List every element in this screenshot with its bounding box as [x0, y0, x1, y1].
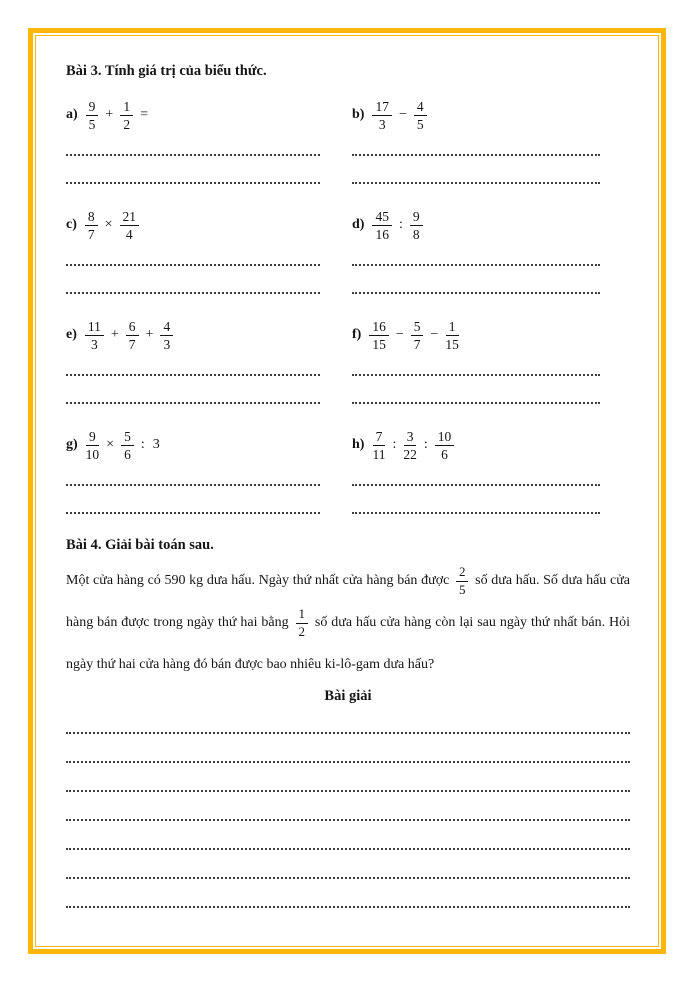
problem-cell	[352, 312, 600, 404]
fraction	[445, 319, 459, 352]
fraction	[120, 209, 140, 242]
problem-label: b)	[352, 107, 365, 123]
problem-label: e)	[66, 327, 77, 343]
operator: ×	[106, 437, 115, 453]
fraction	[456, 565, 469, 597]
fraction-denominator: 5	[88, 116, 96, 132]
fraction-denominator: 7	[87, 226, 95, 242]
solution-dotted-line	[66, 790, 630, 792]
problem-formula	[352, 92, 600, 138]
problem-formula	[66, 202, 320, 248]
fraction-numerator: 17	[372, 99, 392, 116]
fraction	[435, 429, 455, 462]
answer-dotted-line	[352, 292, 600, 294]
problem-label: g)	[66, 437, 78, 453]
operator: =	[140, 107, 148, 123]
problem-formula	[66, 312, 320, 358]
operator: :	[423, 437, 428, 453]
fraction-numerator: 3	[404, 429, 417, 446]
answer-dotted-line	[66, 512, 320, 514]
fraction-numerator: 5	[411, 319, 424, 336]
problem-formula	[352, 312, 600, 358]
fraction-numerator: 9	[410, 209, 423, 226]
word-problem-text: Một cửa hàng có 590 kg dưa hấu. Ngày thứ nhất cửa hàng bán được $\frac{2}{5}$ số dưa hấu. Số dưa hấu cửa hàng bán được trong ngày thứ hai bằng $\frac{1}{2}$ số dưa hấu cửa hàng còn lại sau ngày thứ nhất bán. Hỏi ngày thứ hai cửa hàng đó bán được bao nhiêu ki-lô-gam dưa hấu?	[66, 563, 630, 673]
fraction-numerator: 1	[446, 319, 459, 336]
fraction	[372, 209, 392, 242]
answer-dotted-line	[352, 374, 600, 376]
answer-dotted-line	[352, 182, 600, 184]
fraction	[414, 99, 427, 132]
problem-label: f)	[352, 327, 362, 343]
fraction-denominator: 2	[298, 623, 306, 639]
problem-label: d)	[352, 217, 365, 233]
problem-cell	[66, 422, 320, 514]
answer-dotted-line	[352, 484, 600, 486]
problem-label: a)	[66, 107, 78, 123]
answer-dotted-line	[352, 402, 600, 404]
fraction-numerator: 2	[456, 565, 469, 582]
solution-lines-area	[66, 732, 630, 908]
fraction-numerator: 6	[126, 319, 139, 336]
fraction-denominator: 11	[372, 446, 386, 462]
fraction-denominator: 2	[123, 116, 131, 132]
problem-label: c)	[66, 217, 77, 233]
fraction-numerator: 1	[120, 99, 133, 116]
solution-dotted-line	[66, 906, 630, 908]
fraction	[86, 99, 99, 132]
fraction-numerator: 4	[160, 319, 173, 336]
exercise3-title: Bài 3. Tính giá trị của biểu thức.	[66, 63, 267, 79]
operator: :	[398, 217, 403, 233]
answer-dotted-line	[66, 484, 320, 486]
fraction-denominator: 3	[91, 336, 98, 352]
fraction-numerator: 21	[120, 209, 140, 226]
fraction	[120, 99, 133, 132]
fraction	[372, 429, 385, 462]
fraction-numerator: 4	[414, 99, 427, 116]
problem-formula	[352, 422, 600, 468]
fraction-denominator: 3	[378, 116, 386, 132]
fraction-numerator: 10	[435, 429, 455, 446]
problem-cell	[352, 422, 600, 514]
fraction-denominator: 22	[403, 446, 417, 462]
operator: +	[105, 107, 114, 123]
fraction	[121, 429, 134, 462]
fraction-denominator: 7	[128, 336, 136, 352]
operator: +	[110, 327, 119, 343]
fraction	[410, 209, 423, 242]
answer-dotted-line	[66, 292, 320, 294]
fraction-numerator: 8	[85, 209, 98, 226]
fraction	[296, 607, 309, 639]
fraction-numerator: 16	[369, 319, 389, 336]
problem-label: h)	[352, 437, 365, 453]
fraction-denominator: 5	[416, 116, 424, 132]
fraction	[372, 99, 392, 132]
operator: :	[140, 437, 145, 453]
operator: −	[430, 327, 439, 343]
answer-dotted-line	[66, 182, 320, 184]
problem-cell	[352, 92, 600, 184]
fraction-denominator: 4	[125, 226, 133, 242]
fraction-numerator: 1	[296, 607, 309, 624]
answer-dotted-line	[66, 264, 320, 266]
fraction-numerator: 7	[373, 429, 386, 446]
fraction-denominator: 10	[85, 446, 100, 462]
solution-dotted-line	[66, 848, 630, 850]
fraction-numerator: 45	[372, 209, 392, 226]
fraction	[126, 319, 139, 352]
problem-formula	[352, 202, 600, 248]
solution-dotted-line	[66, 819, 630, 821]
fraction-denominator: 15	[445, 336, 459, 352]
decorative-inner-border	[35, 35, 659, 947]
answer-dotted-line	[352, 154, 600, 156]
answer-dotted-line	[66, 402, 320, 404]
solution-dotted-line	[66, 761, 630, 763]
fraction	[369, 319, 389, 352]
problem-cell	[66, 92, 320, 184]
solution-heading: Bài giải	[324, 688, 372, 705]
operator: :	[392, 437, 397, 453]
fraction	[160, 319, 173, 352]
fraction-denominator: 3	[163, 336, 171, 352]
decorative-gold-border	[28, 28, 666, 954]
fraction-denominator: 6	[124, 446, 131, 462]
fraction-numerator: 9	[86, 429, 99, 446]
worksheet-content	[36, 36, 658, 946]
answer-dotted-line	[66, 374, 320, 376]
fraction-numerator: 9	[86, 99, 99, 116]
problem-cell	[352, 202, 600, 294]
fraction	[85, 209, 98, 242]
operator: −	[398, 107, 407, 123]
operator: −	[395, 327, 404, 343]
fraction-numerator: 11	[85, 319, 104, 336]
fraction-denominator: 16	[375, 226, 389, 242]
solution-dotted-line	[66, 732, 630, 734]
fraction-denominator: 7	[413, 336, 421, 352]
fraction	[403, 429, 417, 462]
operator: +	[145, 327, 154, 343]
fraction-numerator: 5	[121, 429, 134, 446]
problem-formula	[66, 422, 320, 468]
fraction-denominator: 8	[412, 226, 420, 242]
fraction-denominator: 6	[441, 446, 448, 462]
answer-dotted-line	[352, 512, 600, 514]
problems-grid	[66, 92, 630, 532]
fraction	[86, 429, 100, 462]
answer-dotted-line	[66, 154, 320, 156]
operator: ×	[104, 217, 113, 233]
solution-dotted-line	[66, 877, 630, 879]
problem-cell	[66, 312, 320, 404]
answer-dotted-line	[352, 264, 600, 266]
number: 3	[152, 437, 160, 453]
problem-cell	[66, 202, 320, 294]
fraction	[85, 319, 104, 352]
problem-formula	[66, 92, 320, 138]
fraction-denominator: 5	[458, 581, 466, 597]
fraction	[411, 319, 424, 352]
fraction-denominator: 15	[372, 336, 386, 352]
exercise4-title: Bài 4. Giải bài toán sau.	[66, 537, 214, 554]
